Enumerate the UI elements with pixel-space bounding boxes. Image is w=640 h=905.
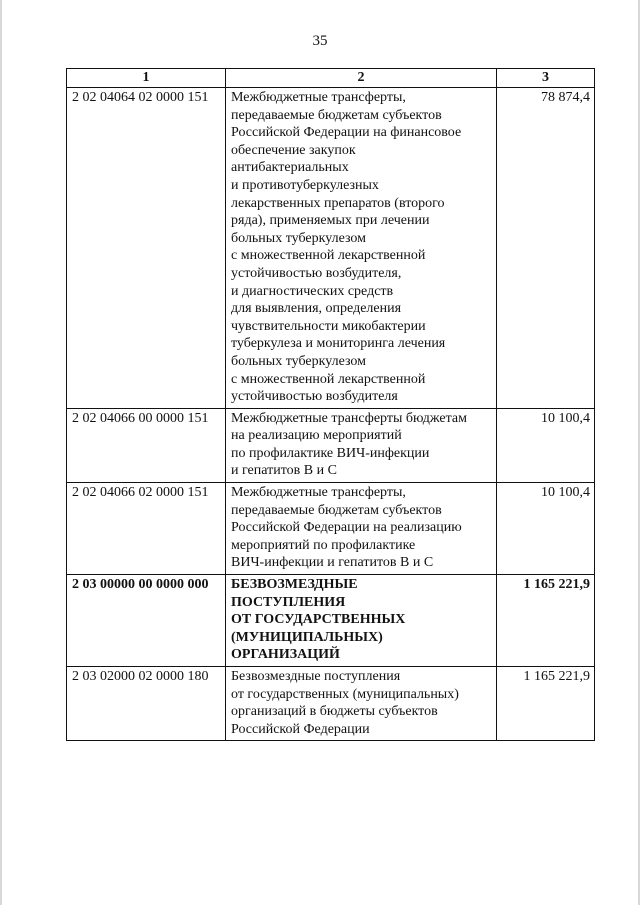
description-line: устойчивостью возбудителя, [231, 265, 402, 281]
description-line: на реализацию мероприятий [231, 428, 402, 444]
description-line: передаваемые бюджетам субъектов [231, 502, 442, 518]
classification-code: 2 02 04066 00 0000 151 [67, 408, 226, 482]
income-description [226, 88, 497, 409]
header-col-1: 1 [67, 69, 226, 88]
income-description [226, 408, 497, 482]
table-body [67, 88, 595, 741]
description-line: обеспечение закупок [231, 142, 356, 158]
description-line: от государственных (муниципальных) [231, 686, 459, 702]
description-line: и противотуберкулезных [231, 177, 379, 193]
amount-value: 1 165 221,9 [497, 667, 595, 741]
description-line: ПОСТУПЛЕНИЯ [231, 594, 346, 610]
classification-code: 2 02 04066 02 0000 151 [67, 483, 226, 575]
description-line: БЕЗВОЗМЕЗДНЫЕ [231, 577, 358, 593]
table-row [67, 88, 595, 409]
description-line: и гепатитов В и С [231, 463, 337, 479]
amount-value: 78 874,4 [497, 88, 595, 409]
description-line: ОТ ГОСУДАРСТВЕННЫХ [231, 612, 406, 628]
description-line: организаций в бюджеты субъектов [231, 704, 438, 720]
description-line: Межбюджетные трансферты бюджетам [231, 410, 467, 426]
description-line: по профилактике ВИЧ-инфекции [231, 445, 430, 461]
description-line: туберкулеза и мониторинга лечения [231, 336, 446, 352]
page-edge-left [0, 0, 2, 905]
page-number: 35 [312, 33, 328, 49]
header-col-3: 3 [497, 69, 595, 88]
description-line: мероприятий по профилактике [231, 537, 416, 553]
description-line: Межбюджетные трансферты, [231, 485, 406, 501]
income-description [226, 667, 497, 741]
description-line: передаваемые бюджетам субъектов [231, 107, 442, 123]
table-row [67, 575, 595, 667]
classification-code: 2 03 00000 00 0000 000 [67, 575, 226, 667]
description-line: Российской Федерации [231, 721, 370, 737]
classification-code: 2 03 02000 02 0000 180 [67, 667, 226, 741]
description-line: устойчивостью возбудителя [231, 389, 398, 405]
description-line: ряда), применяемых при лечении [231, 213, 430, 229]
description-line: с множественной лекарственной [231, 371, 426, 387]
income-description [226, 575, 497, 667]
description-line: чувствительности микобактерии [231, 318, 426, 334]
description-line: Безвозмездные поступления [231, 669, 401, 684]
budget-table [66, 68, 595, 741]
amount-value: 1 165 221,9 [497, 575, 595, 667]
description-line: (МУНИЦИПАЛЬНЫХ) [231, 629, 383, 645]
description-line: Российской Федерации на реализацию [231, 520, 462, 536]
table-header [67, 69, 595, 88]
description-line: ВИЧ-инфекции и гепатитов В и С [231, 555, 434, 571]
description-line: и диагностических средств [231, 283, 394, 299]
amount-value: 10 100,4 [497, 408, 595, 482]
amount-value: 10 100,4 [497, 483, 595, 575]
classification-code: 2 02 04064 02 0000 151 [67, 88, 226, 409]
description-line: с множественной лекарственной [231, 248, 426, 264]
income-description [226, 483, 497, 575]
header-col-2: 2 [226, 69, 497, 88]
description-line: больных туберкулезом [231, 230, 367, 246]
description-line: Межбюджетные трансферты, [231, 90, 406, 105]
description-line: антибактериальных [231, 160, 349, 176]
description-line: Российской Федерации на финансовое [231, 125, 462, 141]
header-row [67, 69, 595, 88]
description-line: лекарственных препаратов (второго [231, 195, 445, 211]
description-line: ОРГАНИЗАЦИЙ [231, 647, 340, 663]
table-row [67, 408, 595, 482]
table-row [67, 667, 595, 741]
description-line: для выявления, определения [231, 301, 402, 317]
table-row [67, 483, 595, 575]
description-line: больных туберкулезом [231, 353, 367, 369]
